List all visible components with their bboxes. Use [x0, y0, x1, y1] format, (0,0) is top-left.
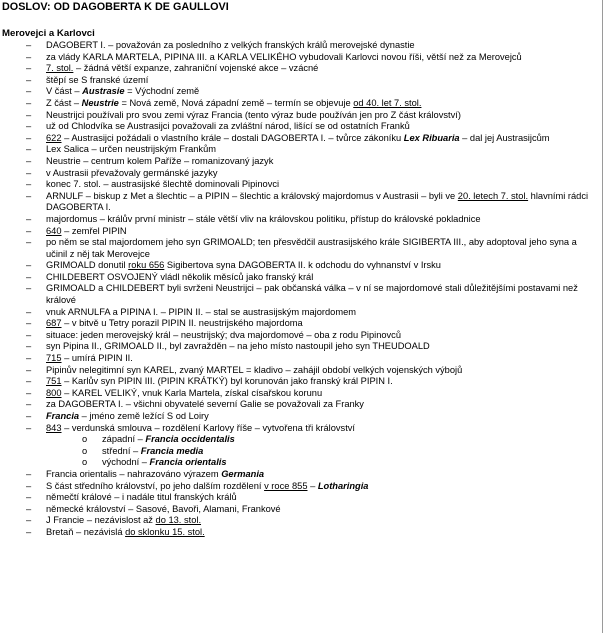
bullet-marker: – — [26, 155, 32, 166]
emphasized-term: Francia media — [140, 445, 204, 456]
item-text: západní – — [102, 434, 146, 445]
bullet-marker: – — [26, 121, 32, 132]
bullet-marker: – — [26, 271, 32, 282]
item-text: Bretaň – nezávislá — [46, 526, 126, 537]
item-text: = Nová země, Nová západní země – termín se objevuje — [118, 97, 354, 108]
bullet-marker: – — [26, 237, 32, 248]
list-item — [2, 272, 602, 284]
underlined-text: do 13. stol. — [155, 515, 202, 526]
bullet-marker: – — [26, 51, 32, 62]
item-text: – jméno země ležící S od Loiry — [79, 411, 209, 421]
item-text: konec 7. stol. – austrasijské šlechtě dominovali Pipinovci — [46, 179, 280, 190]
item-text: hlavními rádci DAGOBERTA I. — [46, 190, 589, 213]
list-item — [2, 469, 602, 481]
item-text: Z část – — [46, 97, 82, 108]
item-text: situace: jeden merovejský král – neustrijský; dva majordomové – oba z rodu Pipinovců — [46, 329, 402, 340]
list-item — [2, 40, 602, 52]
item-text: syn Pipina II., GRIMOALD II., byl zavražděn – na jeho místo nastoupil jeho syn THEUDOALD — [46, 341, 430, 352]
emphasized-term: Austrasie — [82, 86, 125, 97]
bullet-marker: – — [26, 225, 32, 236]
emphasized-term: Germania — [221, 468, 265, 479]
bullet-marker: – — [26, 132, 32, 143]
bullet-list — [2, 40, 602, 539]
bullet-marker: o — [82, 457, 88, 468]
item-text: S část středního království, po jeho dalším rozdělení — [46, 480, 265, 491]
emphasized-term: Francia occidentalis — [145, 434, 235, 445]
bullet-marker: – — [26, 353, 32, 364]
list-item — [2, 481, 602, 493]
underlined-text: v roce 855 — [264, 480, 308, 491]
list-item — [2, 492, 602, 504]
underlined-text: 715 — [46, 353, 62, 364]
item-text: Pipinův nelegitimní syn KAREL, zvaný MARTEL = kladivo – zahájil období velkých vojenských výbojů — [46, 364, 463, 375]
list-item — [2, 411, 602, 423]
bullet-marker: – — [26, 144, 32, 155]
list-item — [2, 376, 602, 388]
item-text: = Východní země — [124, 86, 200, 97]
item-text: – zemřel PIPIN — [61, 225, 127, 236]
list-item — [2, 63, 602, 75]
bullet-marker: – — [26, 376, 32, 387]
list-item — [2, 226, 602, 238]
item-text: – v bitvě u Tetry porazil PIPIN II. neustrijského majordoma — [61, 318, 303, 329]
item-text: – — [307, 480, 318, 491]
underlined-text: do sklonku 15. stol. — [125, 526, 205, 537]
list-item — [2, 133, 602, 145]
list-item — [2, 121, 602, 133]
item-text: – umírá PIPIN II. — [61, 353, 133, 364]
underlined-text: 7. stol. — [46, 63, 74, 74]
bullet-marker: – — [26, 468, 32, 479]
item-text: GRIMOALD a CHILDEBERT byli svrženi Neustrijci – pak občanská válka – v ní se majordomové stali důležitějšími postavami než králové — [46, 283, 578, 306]
item-text: – dal jej Austrasijcům — [459, 132, 550, 143]
item-text: němečtí králové – i nadále titul franských králů — [46, 492, 237, 503]
sub-list-item — [2, 434, 602, 446]
bullet-marker: – — [26, 492, 32, 503]
bullet-marker: – — [26, 63, 32, 74]
item-text: J Francie – nezávislost až — [46, 515, 156, 526]
bullet-marker: – — [26, 387, 32, 398]
list-item — [2, 214, 602, 226]
bullet-marker: – — [26, 260, 32, 271]
list-item — [2, 399, 602, 411]
list-item — [2, 191, 602, 214]
underlined-text: 622 — [46, 132, 62, 143]
item-text: za DAGOBERTA I. – všichni obyvatelé severní Galie se považovali za Franky — [46, 399, 364, 410]
item-text: CHILDEBERT OSVOJENÝ vládl několik měsíců jako franský král — [46, 271, 314, 282]
underlined-text: od 40. let 7. stol. — [353, 97, 422, 108]
list-item — [2, 179, 602, 191]
sub-list-item — [2, 446, 602, 458]
item-text: majordomus – králův první ministr – stále větší vliv na královskou politiku, přístup do královské pokladnice — [46, 213, 481, 224]
list-item — [2, 144, 602, 156]
item-text: po něm se stal majordomem jeho syn GRIMOALD; ten přesvědčil austrasijského krále SIGIBERTA III., aby adoptoval jeho syna a učinil z něj tak Merovejce — [46, 237, 577, 259]
list-item — [2, 307, 602, 319]
item-text: Sigibertova syna DAGOBERTA II. k odchodu do vyhnanství v Irsku — [164, 260, 441, 271]
list-item — [2, 75, 602, 87]
list-item — [2, 156, 602, 168]
bullet-marker: o — [82, 445, 88, 456]
item-text: Lex Salica – určen neustrijským Frankům — [46, 144, 216, 155]
bullet-marker: – — [26, 341, 32, 352]
bullet-marker: – — [26, 364, 32, 375]
emphasized-term: Lotharingia — [317, 480, 369, 491]
item-text: V část – — [46, 86, 83, 97]
bullet-marker: – — [26, 283, 32, 294]
underlined-text: 800 — [46, 387, 62, 398]
list-item — [2, 98, 602, 110]
item-text: DAGOBERT I. – považován za posledního z velkých franských králů merovejské dynastie — [46, 40, 415, 50]
item-text: – žádná větší expanze, zahraniční vojenské akce – vzácné — [73, 63, 319, 74]
item-text: štěpí se S franské území — [46, 74, 149, 85]
emphasized-term: Neustrie — [81, 97, 119, 108]
bullet-marker: – — [26, 74, 32, 85]
item-text: – Austrasijci požádali o vlastního krále – dostali DAGOBERTA I. – tvůrce zákoníku — [61, 132, 404, 143]
list-item — [2, 237, 602, 260]
item-text: GRIMOALD donutil — [46, 260, 129, 271]
item-text: Neustrie – centrum kolem Paříže – romanizovaný jazyk — [46, 155, 274, 166]
list-item — [2, 515, 602, 527]
item-text: německé království – Sasové, Bavoři, Alamani, Frankové — [46, 503, 281, 514]
underlined-text: 751 — [46, 376, 62, 387]
item-text: už od Chlodvíka se Austrasijci považovali za zvláštní národ, lišící se od ostatních Franků — [46, 121, 410, 132]
item-text: Francia orientalis – nahrazováno výrazem — [46, 468, 222, 479]
item-text: východní – — [102, 457, 150, 468]
document-title: DOSLOV: OD DAGOBERTA K DE GAULLOVI — [2, 1, 229, 13]
bullet-marker: o — [82, 434, 88, 445]
underlined-text: 843 — [46, 422, 62, 433]
list-item — [2, 527, 602, 539]
bullet-marker: – — [26, 213, 32, 224]
item-text: v Austrasii převažovaly germánské jazyky — [46, 167, 218, 178]
emphasized-term: Francia orientalis — [149, 457, 227, 468]
bullet-marker: – — [26, 97, 32, 108]
bullet-marker: – — [26, 399, 32, 410]
bullet-marker: – — [26, 179, 32, 190]
bullet-marker: – — [26, 167, 32, 178]
item-text: ARNULF – biskup z Met a šlechtic – a PIPIN – šlechtic a královský majordomus v Austrasii – byli ve — [46, 190, 458, 201]
bullet-marker: – — [26, 306, 32, 317]
list-item — [2, 283, 602, 306]
list-item — [2, 353, 602, 365]
item-text: – Karlův syn PIPIN III. (PIPIN KRÁTKÝ) byl korunován jako franský král PIPIN I. — [61, 376, 393, 387]
bullet-marker: – — [26, 422, 32, 433]
list-item — [2, 318, 602, 330]
bullet-marker: – — [26, 515, 32, 526]
bullet-marker: – — [26, 526, 32, 537]
section-heading: Merovejci a Karlovci — [2, 28, 95, 39]
item-text: Neustrijci používali pro svou zemi výraz Francia (tento výraz bude používán jen pro Z část království) — [46, 109, 461, 120]
list-item — [2, 365, 602, 377]
emphasized-term: Francia — [46, 411, 80, 421]
item-text: – verdunská smlouva – rozdělení Karlovy říše – vytvořena tři království — [61, 422, 356, 433]
item-text: za vlády KARLA MARTELA, PIPINA III. a KARLA VELIKÉHO vybudovali Karlovci novou říši, větší než za Merovejců — [46, 51, 522, 62]
list-item — [2, 168, 602, 180]
list-item — [2, 260, 602, 272]
bullet-marker: – — [26, 109, 32, 120]
item-text: – KAREL VELIKÝ, vnuk Karla Martela, získal císařskou korunu — [61, 387, 323, 398]
list-item — [2, 110, 602, 122]
bullet-marker: – — [26, 329, 32, 340]
list-item — [2, 86, 602, 98]
list-item — [2, 423, 602, 435]
emphasized-term: Lex Ribuaria — [403, 132, 460, 143]
bullet-marker: – — [26, 190, 32, 201]
item-text: střední – — [102, 445, 141, 456]
list-item — [2, 52, 602, 64]
item-text: vnuk ARNULFA a PIPINA I. – PIPIN II. – stal se austrasijským majordomem — [46, 306, 357, 317]
list-item — [2, 388, 602, 400]
bullet-marker: – — [26, 411, 32, 421]
bullet-marker: – — [26, 40, 32, 50]
list-item — [2, 341, 602, 353]
underlined-text: 640 — [46, 225, 62, 236]
underlined-text: roku 656 — [128, 260, 165, 271]
bullet-marker: – — [26, 86, 32, 97]
sub-list-item — [2, 457, 602, 469]
bullet-marker: – — [26, 318, 32, 329]
underlined-text: 687 — [46, 318, 62, 329]
underlined-text: 20. letech 7. stol. — [457, 190, 529, 201]
list-item — [2, 330, 602, 342]
bullet-marker: – — [26, 503, 32, 514]
bullet-marker: – — [26, 480, 32, 491]
list-item — [2, 504, 602, 516]
